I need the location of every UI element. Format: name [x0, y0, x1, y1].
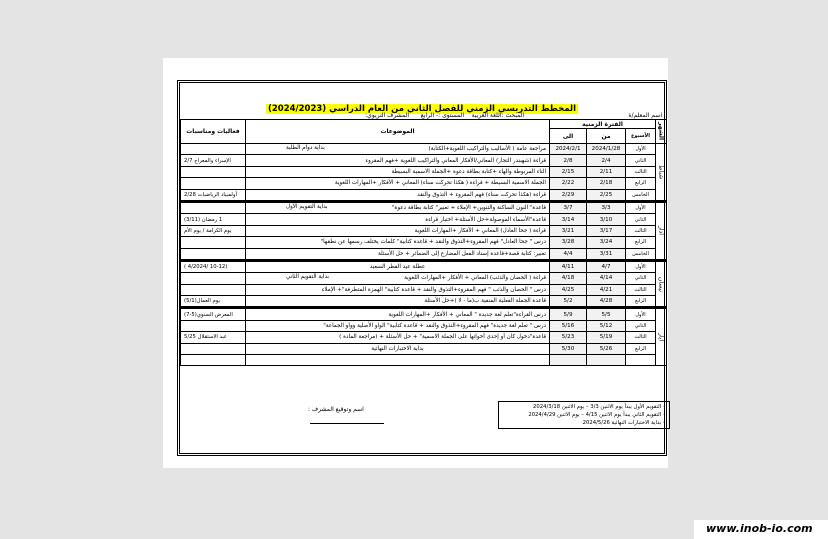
activity-cell — [181, 320, 246, 331]
from-date-cell: 2024/1/28 — [587, 144, 626, 155]
table-row — [181, 144, 667, 155]
topic-cell — [246, 248, 550, 260]
watermark — [694, 520, 828, 539]
table-row — [181, 189, 667, 201]
topic-cell — [246, 189, 550, 201]
table-row — [181, 166, 667, 177]
to-date-cell: 4/4 — [550, 248, 587, 260]
week-cell: الثالث — [626, 225, 656, 236]
to-date-cell: 3/14 — [550, 214, 587, 225]
topic-text: درس " جحا العادل" فهم المقروء+التذوق والنقد + قاعدة كتابية" كلمات يختلف رسمها عن نطقها" — [320, 239, 546, 246]
from-date-cell: 2/4 — [587, 155, 626, 166]
document-page — [163, 58, 668, 468]
activity-cell: أولمبياد الرياضيات 2/28 — [181, 189, 246, 201]
topic-cell — [246, 273, 550, 284]
from-date-cell: 5/26 — [587, 343, 626, 354]
header-from: من — [587, 129, 626, 144]
topic-text: مراجعة عامة ( الأساليب والتراكيب اللغوية+الكتابة) — [428, 146, 546, 153]
to-date-cell: 4/25 — [550, 284, 587, 295]
activity-cell — [181, 144, 246, 155]
topic-cell — [246, 201, 550, 213]
topic-cell — [246, 343, 550, 354]
topic-cell — [246, 320, 550, 331]
table-row — [181, 320, 667, 331]
note-item: • التقويم الأول يبدأ يوم الاثنين 3/3 – يوم الاثنين 2024/3/18 — [532, 404, 666, 410]
to-date-cell: 2/8 — [550, 155, 587, 166]
from-date-cell: 4/14 — [587, 273, 626, 284]
topic-cell — [246, 260, 550, 272]
week-cell: الثاني — [626, 214, 656, 225]
to-date-cell: 4/11 — [550, 260, 587, 272]
month-cell: شباط — [656, 144, 667, 202]
schedule-table — [180, 119, 667, 366]
page-frame — [177, 80, 667, 456]
topic-note: بداية دوام الطلبة — [286, 145, 325, 151]
week-cell: الأول — [626, 260, 656, 272]
week-cell: الأول — [626, 308, 656, 320]
from-date-cell: 4/7 — [587, 260, 626, 272]
topic-cell — [246, 178, 550, 189]
table-row — [181, 355, 667, 366]
topic-text: درس القراءة"تعلم لغة جديدة " المعاني + الأفكار +المهارات اللغوية — [388, 311, 546, 318]
table-row — [181, 155, 667, 166]
supervisor-signature-label: اسم وتوقيع المشرف : — [308, 406, 364, 413]
week-cell: الرابع — [626, 296, 656, 308]
from-date-cell: 4/28 — [587, 296, 626, 308]
title-text: المخطط التدريسي الزمني للفصل الثاني من العام الدراسي (2024/2023) — [267, 104, 577, 114]
week-cell — [626, 355, 656, 366]
table-row — [181, 273, 667, 284]
week-cell: الخامس — [626, 248, 656, 260]
topic-cell — [246, 155, 550, 166]
note-item: • التقويم الثاني يبدأ يوم الاثنين 4/15 – يوم الاثنين 2024/4/29 — [528, 412, 666, 418]
from-date-cell: 5/5 — [587, 308, 626, 320]
to-date-cell: 5/9 — [550, 308, 587, 320]
topic-cell — [246, 144, 550, 155]
notes-box — [498, 401, 670, 429]
table-row — [181, 178, 667, 189]
topic-text: قراءة ( الحصان والذئب) المعاني + الأفكار +المهارات اللغوية — [404, 275, 546, 282]
week-cell: الرابع — [626, 178, 656, 189]
topic-text: قاعدة"الأسماء الموصولة+حل الأسئلة+ اختبار قراءة — [425, 216, 546, 223]
table-row — [181, 332, 667, 343]
topic-text: الجملة الاسمية البسيطة + قراءة ( هكذا تحركت سناء) المعاني + الأفكار +المهارات اللغوية — [334, 180, 546, 187]
header-to: الى — [550, 129, 587, 144]
topic-text: قاعدة"دخول كان أو إحدى أخواتها على الجملة الاسمية" + حل الأسئلة + (مراجعة المادة ) — [339, 334, 546, 341]
topic-text: قاعدة الجملة الفعلية المنفية ب(ما - لا )+حل الأسئلة — [424, 298, 546, 305]
activity-cell — [181, 201, 246, 213]
to-date-cell — [550, 355, 587, 366]
from-date-cell: 3/31 — [587, 248, 626, 260]
activity-cell — [181, 343, 246, 354]
header-month: الشهر — [656, 120, 667, 144]
to-date-cell: 3/7 — [550, 201, 587, 213]
from-date-cell: 4/21 — [587, 284, 626, 295]
to-date-cell: 5/23 — [550, 332, 587, 343]
table-row — [181, 308, 667, 320]
topic-text: درس " تعلم لغة جديدة" فهم المقروء+التذوق والنقد + قاعدة كتابية" الواو الأصلية وواو الجماعة" — [323, 323, 546, 330]
from-date-cell: 5/19 — [587, 332, 626, 343]
table-row — [181, 343, 667, 354]
activity-cell: 1 رمضان (3/11) — [181, 214, 246, 225]
from-date-cell: 2/11 — [587, 166, 626, 177]
from-date-cell: 2/18 — [587, 178, 626, 189]
week-cell: الرابع — [626, 237, 656, 248]
activity-cell — [181, 355, 246, 366]
from-date-cell: 2/25 — [587, 189, 626, 201]
week-cell: الثالث — [626, 284, 656, 295]
table-row — [181, 284, 667, 295]
watermark-text: www.inob-io.com — [706, 522, 813, 535]
topic-note: بداية التقويم الثاني — [286, 274, 329, 281]
topic-text: تعبير: كتابة قصة+قاعدة إسناد الفعل المضارع إلى الضمائر + حل الأسئلة — [378, 250, 546, 257]
table-row — [181, 260, 667, 272]
week-cell: الخامس — [626, 189, 656, 201]
to-date-cell: 3/28 — [550, 237, 587, 248]
header-topics: الموضوعات — [246, 120, 550, 144]
month-cell: آذار — [656, 201, 667, 260]
topic-cell — [246, 355, 550, 366]
activity-cell: يوم الكرامة / يوم الأم — [181, 225, 246, 236]
from-date-cell: 3/24 — [587, 237, 626, 248]
from-date-cell: 3/10 — [587, 214, 626, 225]
topic-text: عطلة عيد الفطر السعيد — [369, 264, 426, 271]
supervisor-label: المشرف التربوي: — [365, 112, 409, 119]
to-date-cell: 2/22 — [550, 178, 587, 189]
activity-cell — [181, 284, 246, 295]
to-date-cell: 5/16 — [550, 320, 587, 331]
topic-cell — [246, 166, 550, 177]
from-date-cell: 5/12 — [587, 320, 626, 331]
teacher-label: اسم المعلم/ة — [628, 112, 662, 119]
note-item: • بداية الاختبارات النهائية 2024/5/26 — [582, 420, 666, 426]
activity-cell — [181, 273, 246, 284]
topic-cell — [246, 225, 550, 236]
week-cell: الثاني — [626, 320, 656, 331]
from-date-cell: 3/17 — [587, 225, 626, 236]
topic-text: درس " الحصان والذئب " فهم المقروء+التذوق والنقد + قاعدة كتابية" الهمزة المتطرفة"+ الإملاء — [321, 286, 546, 293]
topic-cell — [246, 284, 550, 295]
level-label: المستوى :- الرابع — [420, 112, 464, 119]
week-cell: الثاني — [626, 155, 656, 166]
topic-cell — [246, 296, 550, 308]
topic-text: التاء المربوطة والهاء +كتابة بطاقة دعوة +الجملة الاسمية البسيطة — [391, 168, 546, 175]
to-date-cell: 2024/2/1 — [550, 144, 587, 155]
to-date-cell: 3/21 — [550, 225, 587, 236]
from-date-cell — [587, 355, 626, 366]
activity-cell: المعرض السنوي(5-7) — [181, 308, 246, 320]
week-cell: الثالث — [626, 332, 656, 343]
week-cell: الأول — [626, 201, 656, 213]
table-row — [181, 225, 667, 236]
to-date-cell: 5/2 — [550, 296, 587, 308]
to-date-cell: 4/18 — [550, 273, 587, 284]
header-week: الأسبوع — [626, 129, 656, 144]
activity-cell — [181, 248, 246, 260]
table-row — [181, 201, 667, 213]
topic-text: قراءة (هكذا تحركت سناء) فهم المقروء + التذوق والنقد — [417, 191, 546, 198]
topic-text: قراءة (شهبندر التجار) المعاني/الأفكار المعاني والتراكيب اللغوية +فهم المقروء — [365, 157, 546, 164]
topic-cell — [246, 308, 550, 320]
topic-cell — [246, 332, 550, 343]
week-cell: الثالث — [626, 166, 656, 177]
header-period: الفترة الزمنية — [550, 120, 656, 129]
activity-cell — [181, 178, 246, 189]
table-row — [181, 214, 667, 225]
topic-text: قراءة ( جحا العادل) المعاني + الأفكار +المهارات اللغوية — [414, 227, 546, 234]
subject-label: المبحث :اللغة العربية — [471, 112, 524, 119]
activity-cell — [181, 166, 246, 177]
week-cell: الرابع — [626, 343, 656, 354]
topic-text: قاعدة" النون الساكنة والتنوين+ الإملاء + تعبير" كتابة بطاقة دعوة" — [391, 205, 546, 212]
topic-text: بداية الاختبارات النهائية — [371, 345, 424, 352]
activity-cell: يوم العمال(5/1) — [181, 296, 246, 308]
header-activities: فعاليات ومناسبات — [181, 120, 246, 144]
signature-line — [310, 423, 384, 424]
table-row — [181, 237, 667, 248]
table-row — [181, 296, 667, 308]
to-date-cell: 5/30 — [550, 343, 587, 354]
week-cell: الأول — [626, 144, 656, 155]
week-cell: الثاني — [626, 273, 656, 284]
activity-cell: الإسراء والمعراج 2/7 — [181, 155, 246, 166]
month-cell: أيار — [656, 308, 667, 366]
to-date-cell: 2/29 — [550, 189, 587, 201]
topic-cell — [246, 214, 550, 225]
activity-cell: (10-12 /4/2024 ) — [181, 260, 246, 272]
activity-cell: عيد الاستقلال 5/25 — [181, 332, 246, 343]
month-cell: نيسان — [656, 260, 667, 308]
from-date-cell: 3/3 — [587, 201, 626, 213]
topic-note: بداية التقويم الأول — [286, 203, 328, 210]
topic-cell — [246, 237, 550, 248]
table-row — [181, 248, 667, 260]
to-date-cell: 2/15 — [550, 166, 587, 177]
activity-cell — [181, 237, 246, 248]
